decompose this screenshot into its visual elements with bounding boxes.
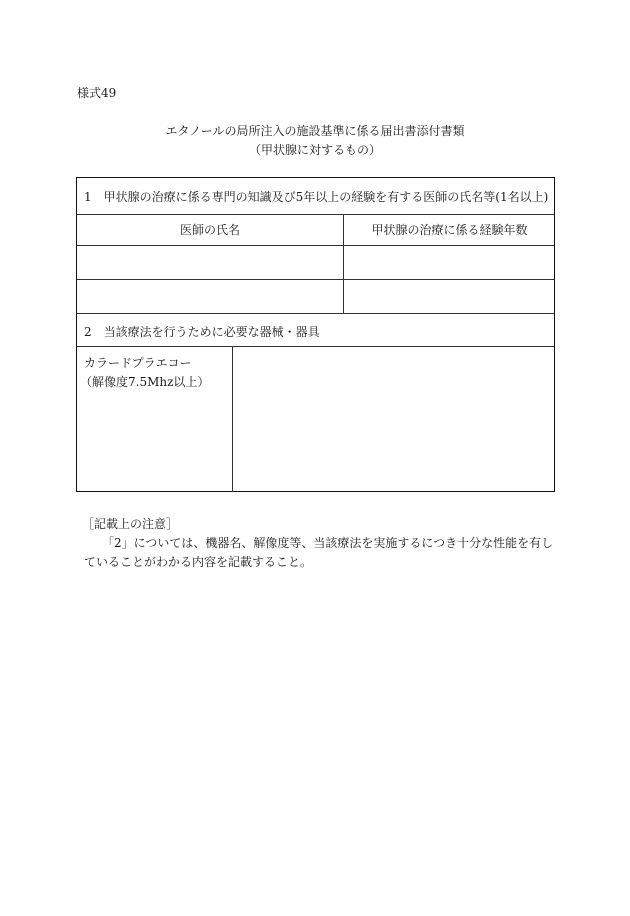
experience-years-field[interactable] xyxy=(344,246,555,278)
doctor-name-field[interactable] xyxy=(77,280,343,312)
column-header-doctor-name: 医師の氏名 xyxy=(179,223,240,237)
equipment-label: カラードプラエコー xyxy=(84,356,192,370)
column-divider xyxy=(343,214,344,313)
equipment-details-field[interactable] xyxy=(233,347,555,491)
application-form xyxy=(76,177,555,492)
document-title: エタノールの局所注入の施設基準に係る届出書添付書類 xyxy=(165,124,465,138)
notes-heading: ［記載上の注意］ xyxy=(82,517,179,531)
experience-years-field[interactable] xyxy=(344,280,555,312)
form-number: 様式49 xyxy=(77,86,117,100)
notes-body: 「2」については、機器名、解像度等、当該療法を実施するにつき十分な性能を有していることがわかる内容を記載すること。 xyxy=(84,536,554,569)
section-1-heading: 1 甲状腺の治療に係る専門の知識及び5年以上の経験を有する医師の氏名等(1名以上) xyxy=(84,190,549,204)
divider xyxy=(77,313,554,314)
section-2-heading: 2 当該療法を行うために必要な器械・器具 xyxy=(84,325,320,339)
doctor-name-field[interactable] xyxy=(77,246,343,278)
divider xyxy=(77,214,554,215)
equipment-requirement: （解像度7.5Mhz以上） xyxy=(80,375,210,389)
document-subtitle: （甲状腺に対するもの） xyxy=(248,143,381,157)
column-header-experience-years: 甲状腺の治療に係る経験年数 xyxy=(371,223,528,237)
column-divider xyxy=(232,346,233,492)
